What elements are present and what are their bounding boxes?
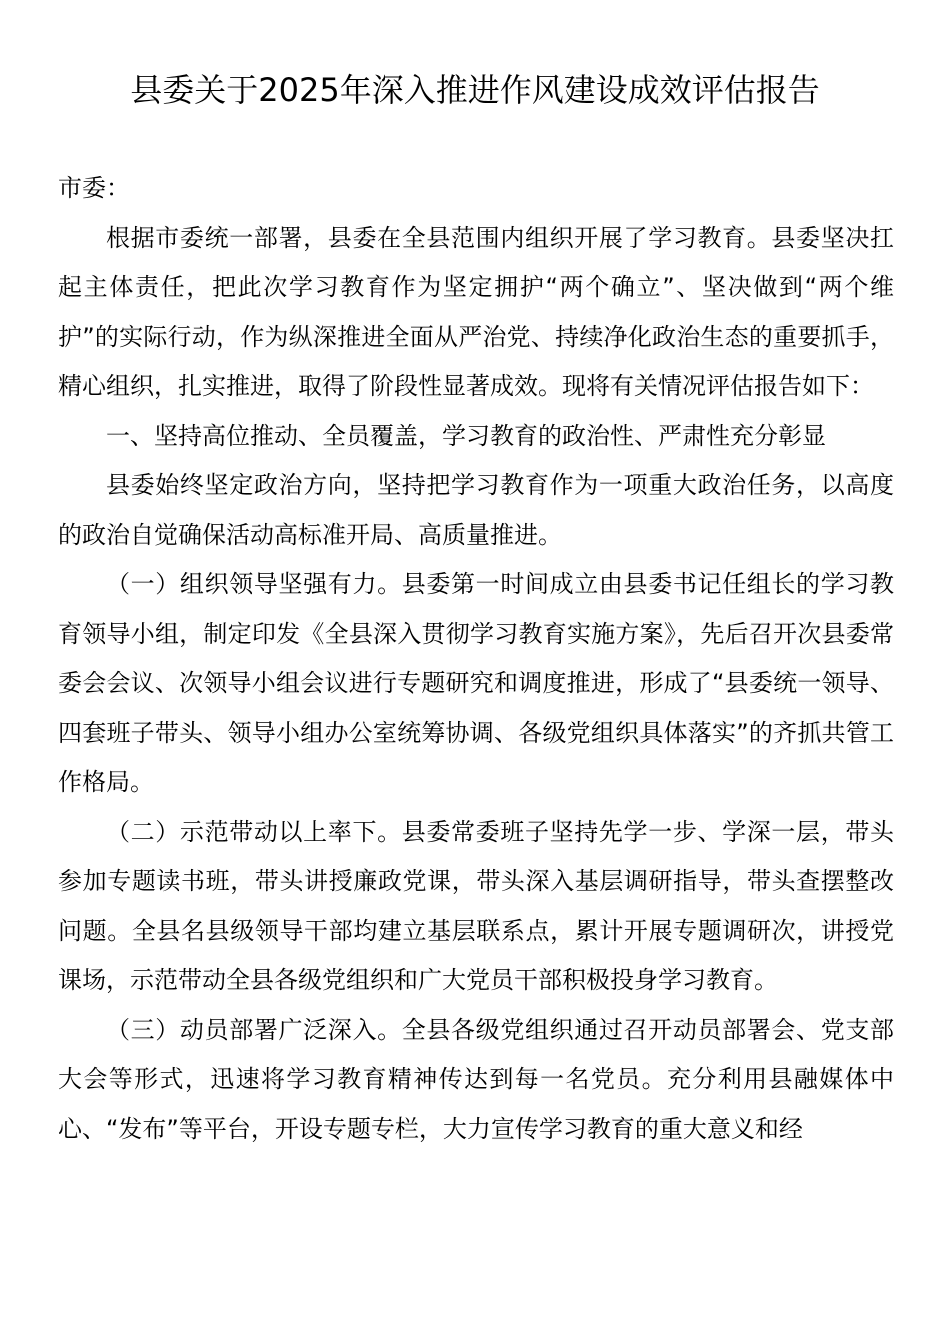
section-heading-1: 一、坚持高位推动、全员覆盖，学习教育的政治性、严肃性充分彰显 <box>106 421 826 450</box>
salutation: 市委： <box>58 174 130 202</box>
paragraph-subsection-1: （一）组织领导坚强有力。县委第一时间成立由县委书记任组长的学习教育领导小组，制定印发《全县深入贯彻学习教育实施方案》，先后召开次县委常委会会议、次领导小组会议进行专题研究和调度推进，形成了“县委统一领导、四套班子带头、领导小组办公室统筹协调、各级党组织具体落实”的齐抓共管工作格局。 <box>58 570 894 796</box>
paragraph-section-1-summary: 县委始终坚定政治方向，坚持把学习教育作为一项重大政治任务，以高度的政治自觉确保活动高标准开局、高质量推进。 <box>58 471 894 549</box>
document-body <box>58 164 894 1154</box>
paragraph-subsection-2: （二）示范带动以上率下。县委常委班子坚持先学一步、学深一层，带头参加专题读书班，带头讲授廉政党课，带头深入基层调研指导，带头查摆整改问题。全县名县级领导干部均建立基层联系点，累计开展专题调研次，讲授党课场，示范带动全县各级党组织和广大党员干部积极投身学习教育。 <box>58 817 894 994</box>
paragraph-intro: 根据市委统一部署，县委在全县范围内组织开展了学习教育。县委坚决扛起主体责任，把此次学习教育作为坚定拥护“两个确立”、坚决做到“两个维护”的实际行动，作为纵深推进全面从严治党、持续净化政治生态的重要抓手，精心组织，扎实推进，取得了阶段性显著成效。现将有关情况评估报告如下： <box>58 223 894 400</box>
paragraph-subsection-3: （三）动员部署广泛深入。全县各级党组织通过召开动员部署会、党支部大会等形式，迅速将学习教育精神传达到每一名党员。充分利用县融媒体中心、“发布”等平台，开设专题专栏，大力宣传学习教育的重大意义和经 <box>58 1015 894 1143</box>
document-title: 县委关于2025年深入推进作风建设成效评估报告 <box>130 71 820 109</box>
